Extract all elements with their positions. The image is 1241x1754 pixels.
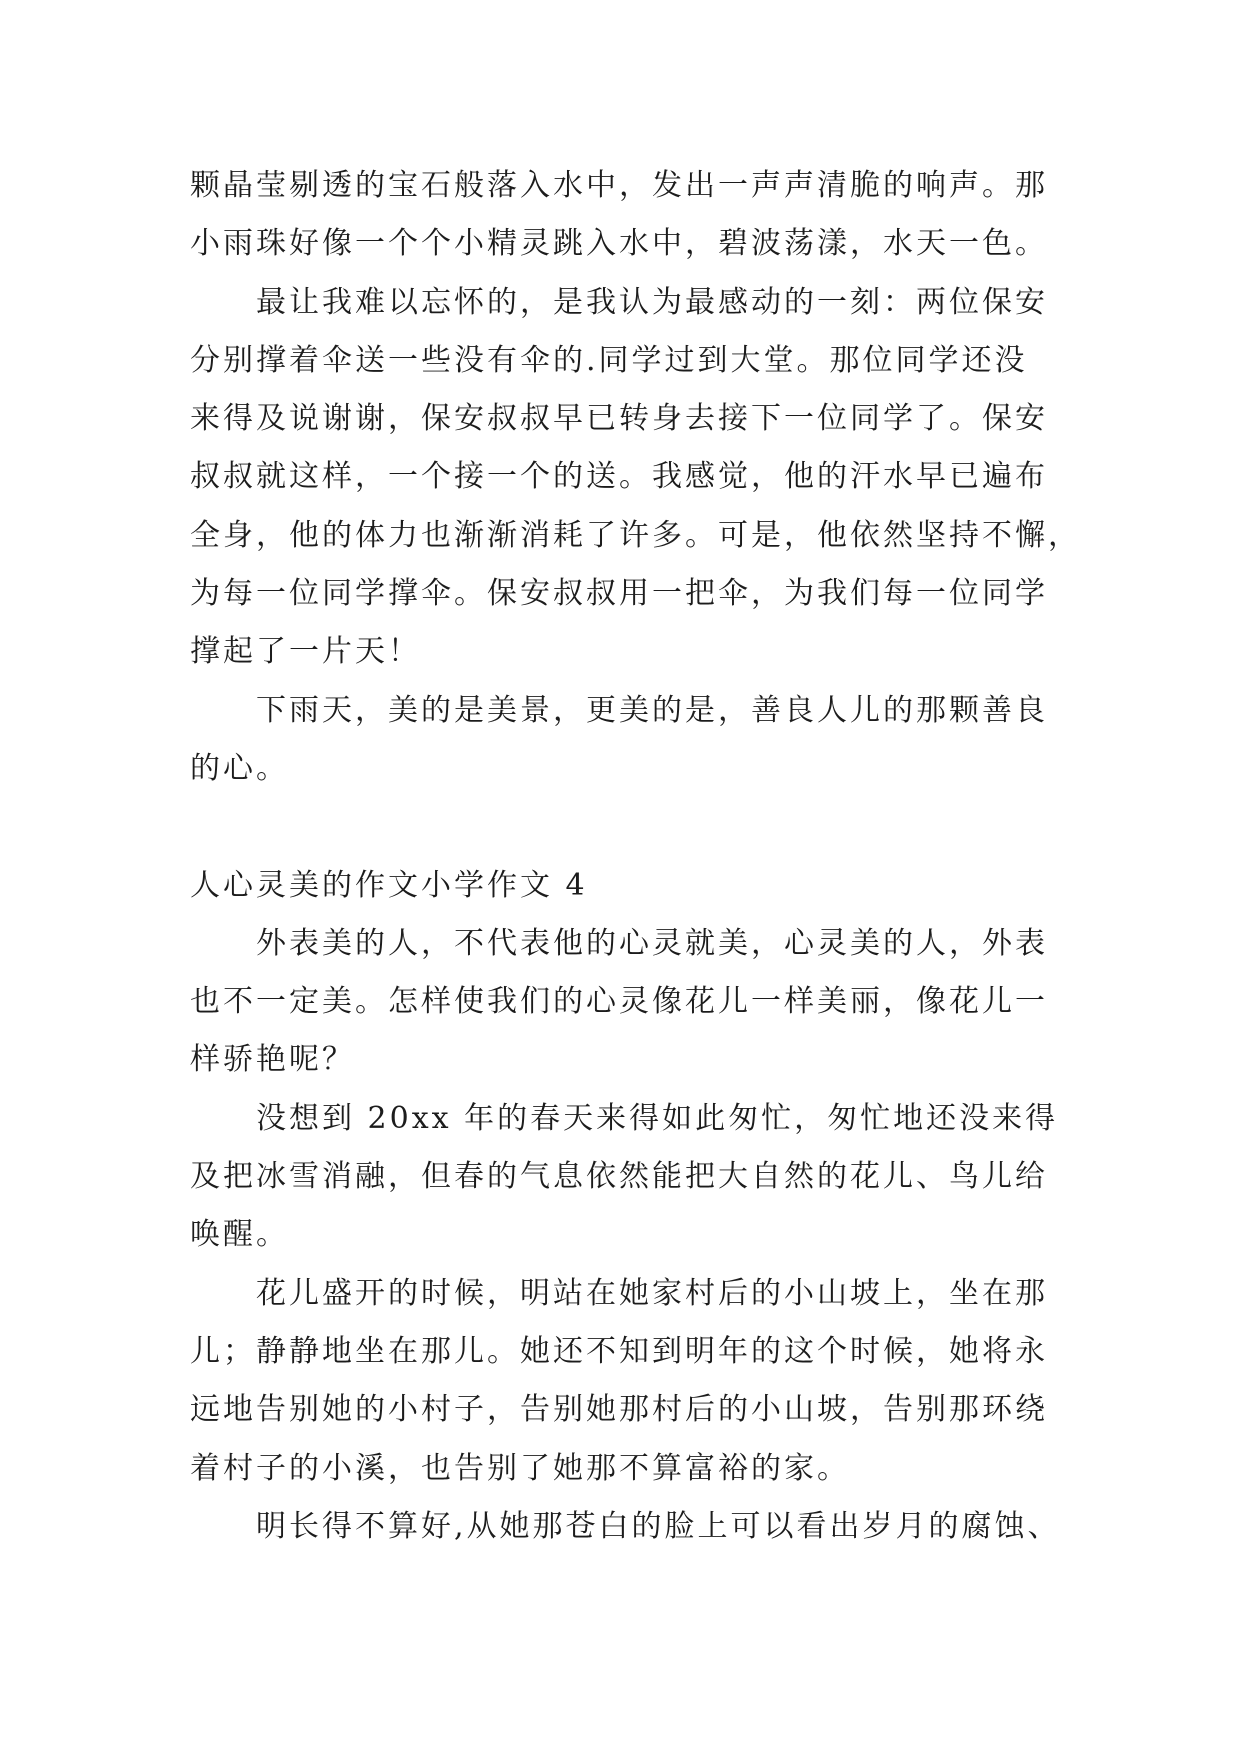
- document-body: [190, 157, 1200, 1556]
- text-line: 小雨珠好像一个个小精灵跳入水中，碧波荡漾，水天一色。: [190, 226, 1048, 262]
- text-line: 分别撑着伞送一些没有伞的.同学过到大堂。那位同学还没: [190, 342, 1028, 378]
- text-line: 叔叔就这样，一个接一个的送。我感觉，他的汗水早已遍布: [190, 459, 1048, 495]
- paragraph: [190, 682, 1200, 799]
- text-line: 远地告别她的小村子，告别她那村后的小山坡，告别那环绕: [190, 1392, 1048, 1428]
- paragraph: [190, 1090, 1200, 1265]
- text-line: 颗晶莹剔透的宝石般落入水中，发出一声声清脆的响声。那: [190, 168, 1048, 203]
- text-line: 花儿盛开的时候，明站在她家村后的小山坡上，坐在那: [256, 1275, 1048, 1311]
- text-line: 最让我难以忘怀的，是我认为最感动的一刻：两位保安: [256, 284, 1048, 320]
- text-line: 外表美的人，不代表他的心灵就美，心灵美的人，外表: [256, 925, 1048, 961]
- text-line: 明长得不算好,从她那苍白的脸上可以看出岁月的腐蚀、: [256, 1508, 1061, 1544]
- text-line: 也不一定美。怎样使我们的心灵像花儿一样美丽，像花儿一: [190, 984, 1048, 1020]
- text-line: 样骄艳呢？: [190, 1042, 355, 1078]
- text-line: 全身，他的体力也渐渐消耗了许多。可是，他依然坚持不懈，: [190, 517, 1081, 553]
- text-line: 为每一位同学撑伞。保安叔叔用一把伞，为我们每一位同学: [190, 576, 1048, 612]
- paragraph: [190, 157, 1200, 274]
- paragraph: [190, 1498, 1200, 1556]
- text-line: 下雨天，美的是美景，更美的是，善良人儿的那颗善良: [256, 692, 1048, 728]
- text-line: 的心。: [190, 750, 289, 786]
- paragraph: [190, 1265, 1200, 1498]
- section-heading: 人心灵美的作文小学作文 4: [190, 867, 588, 903]
- text-line: 唤醒。: [190, 1217, 289, 1253]
- paragraph: [190, 915, 1200, 1090]
- text-line: 及把冰雪消融，但春的气息依然能把大自然的花儿、鸟儿给: [190, 1159, 1048, 1195]
- text-line: 儿；静静地坐在那儿。她还不知到明年的这个时候，她将永: [190, 1333, 1048, 1369]
- text-line: 来得及说谢谢，保安叔叔早已转身去接下一位同学了。保安: [190, 401, 1048, 437]
- text-line: 撑起了一片天！: [190, 634, 421, 670]
- text-line: 没想到 20xx 年的春天来得如此匆忙，匆忙地还没来得: [256, 1100, 1059, 1136]
- blank-line: [190, 798, 1200, 856]
- paragraph: [190, 274, 1200, 682]
- text-line: 着村子的小溪，也告别了她那不算富裕的家。: [190, 1450, 850, 1486]
